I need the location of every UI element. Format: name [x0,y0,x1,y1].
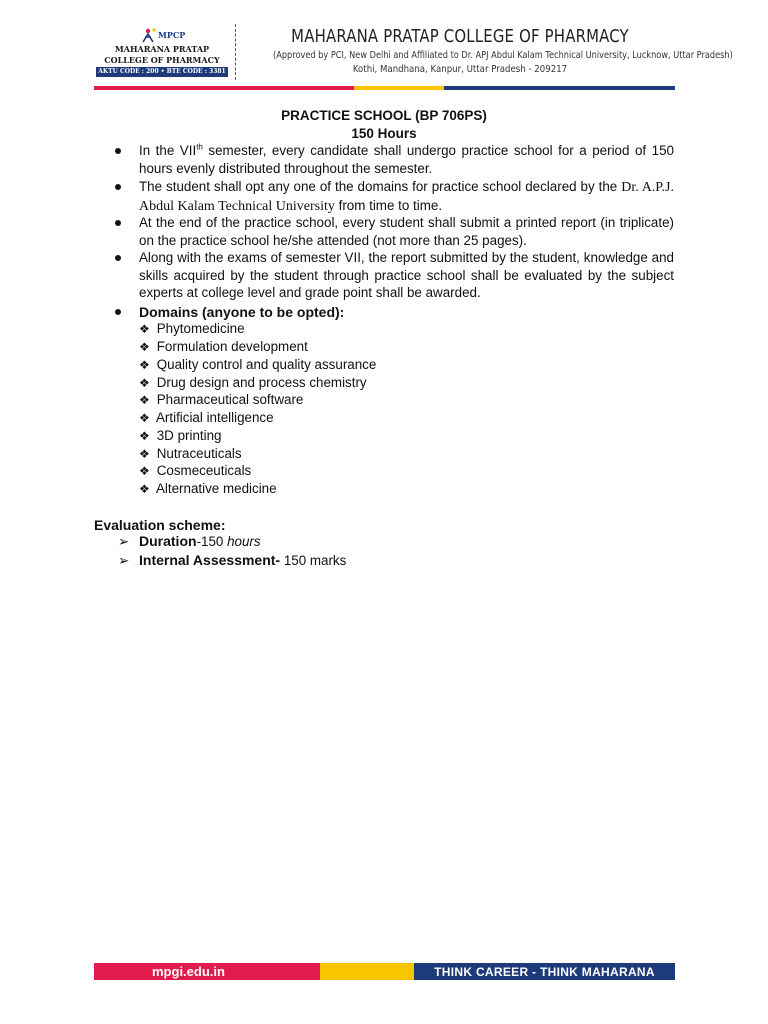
list-item [139,446,242,461]
duration-label: Duration [139,533,197,549]
logo-codes: AKTU CODE : 200 • BTE CODE : 3381 [96,67,228,77]
logo-mark-icon [140,26,184,46]
duration-unit: hours [227,534,261,549]
domain-label: Artificial intelligence [155,410,274,425]
diamond-bullet-icon: ❖ [139,411,150,425]
paragraph-2 [139,178,674,215]
bullet-icon [115,220,123,228]
bullet-icon [115,255,123,263]
footer-stripe-yellow [320,963,414,980]
bullet-icon [115,148,123,156]
diamond-bullet-icon: ❖ [139,393,150,407]
domain-label: Phytomedicine [156,321,245,336]
paragraph-3: At the end of the practice school, every student shall submit a printed report (in triplicate) on the practice school he/she attended (not more than 25 pages). [139,215,674,248]
p1-text-b: semester, every candidate shall undergo practice school for a period of 150 hours evenly distributed throughout the semester. [139,143,674,176]
page-title: PRACTICE SCHOOL (BP 706PS) [281,108,487,123]
p1-text-a: In the VII [139,143,197,158]
header-stripe-red [94,86,354,90]
arrow-bullet-icon: ➢ [118,534,130,549]
diamond-bullet-icon: ❖ [139,429,150,443]
logo-mark-text: MPCP [158,30,186,40]
header-stripe-blue [444,86,675,90]
p2-text-b: from time to time. [334,197,443,213]
list-item [139,375,367,390]
page-subtitle-hours: 150 Hours [351,126,417,141]
diamond-bullet-icon: ❖ [139,464,150,478]
college-logo [96,26,228,80]
internal-assessment-value: 150 marks [280,553,347,568]
logo-line-1: MAHARANA PRATAP [114,44,210,54]
list-item [139,481,277,496]
footer-tagline: THINK CAREER - THINK MAHARANA [434,965,655,979]
domain-label: Quality control and quality assurance [156,357,377,372]
list-item [139,339,308,354]
duration-value: -150 [196,534,228,549]
diamond-bullet-icon: ❖ [139,447,150,461]
header-divider [235,24,236,80]
diamond-bullet-icon: ❖ [139,358,150,372]
domain-label: Alternative medicine [155,481,277,496]
footer-website-link[interactable]: mpgi.edu.in [152,964,225,979]
domain-label: Cosmeceuticals [156,463,252,478]
domains-heading: Domains (anyone to be opted): [139,304,345,320]
p1-superscript: th [196,142,203,152]
approval-line: (Approved by PCI, New Delhi and Affiliated to Dr. APJ Abdul Kalam Technical University, Lucknow, Uttar Pradesh) [273,50,733,61]
domain-label: Pharmaceutical software [156,392,304,407]
p2-text-a: The student shall opt any one of the domains for practice school declared by the [139,179,622,194]
diamond-bullet-icon: ❖ [139,376,150,390]
header-stripe-yellow [354,86,444,90]
logo-line-2: COLLEGE OF PHARMACY [104,55,220,65]
paragraph-4: Along with the exams of semester VII, the report submitted by the student, knowledge and skills acquired by the student through practice school shall be evaluated by the subject experts at college level and grade point shall be awarded. [139,250,674,301]
internal-assessment-label: Internal Assessment- [139,552,281,568]
domain-label: 3D printing [156,428,222,443]
domain-label: Nutraceuticals [156,446,242,461]
diamond-bullet-icon: ❖ [139,322,150,336]
list-item [139,357,376,372]
diamond-bullet-icon: ❖ [139,340,150,354]
college-name: MAHARANA PRATAP COLLEGE OF PHARMACY [291,26,629,47]
evaluation-internal [118,552,346,569]
list-item [139,428,222,443]
arrow-bullet-icon: ➢ [118,553,130,568]
list-item [139,321,245,336]
bullet-icon [115,309,123,317]
list-item [139,410,274,425]
evaluation-duration [118,533,261,550]
bullet-icon [115,184,123,192]
paragraph-1 [139,142,674,177]
domain-label: Drug design and process chemistry [156,375,367,390]
domain-label: Formulation development [156,339,308,354]
list-item [139,463,251,478]
p2-university-name: Dr. A.P.J. Abdul Kalam Technical University [139,180,674,214]
address-line: Kothi, Mandhana, Kanpur, Uttar Pradesh - 209217 [352,64,568,75]
diamond-bullet-icon: ❖ [139,482,150,496]
list-item [139,392,303,407]
evaluation-heading: Evaluation scheme: [94,517,226,533]
